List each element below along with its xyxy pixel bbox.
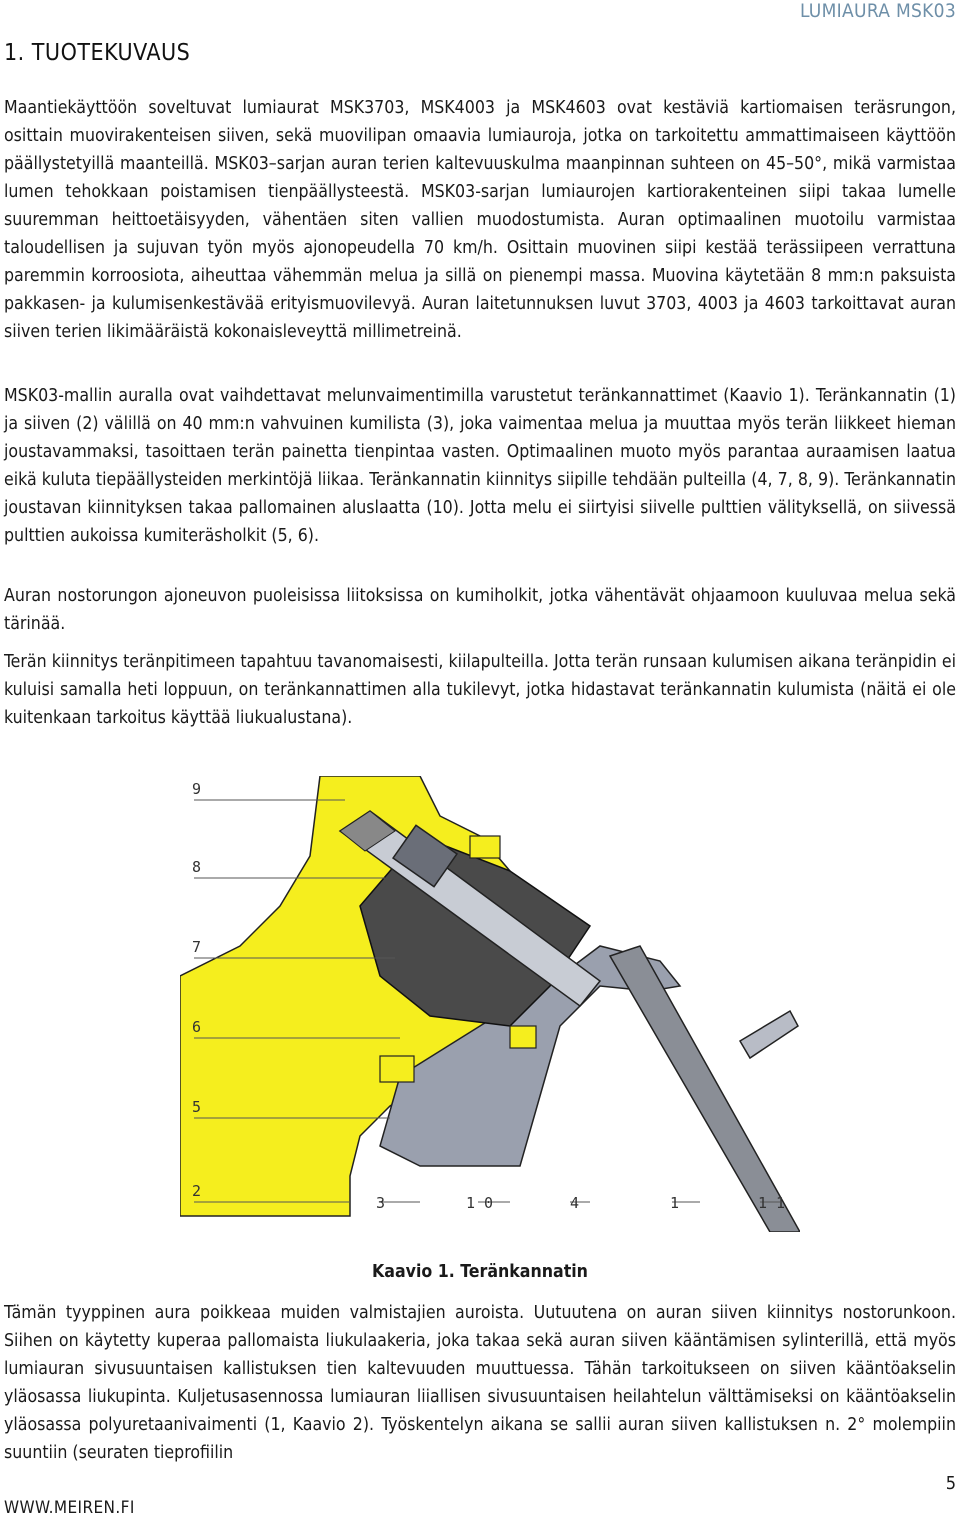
- callout-10: 1 0: [466, 1194, 494, 1212]
- page-number: 5: [945, 1473, 956, 1494]
- paragraph-intro: Maantiekäyttöön soveltuvat lumiaurat MSK3703, MSK4003 ja MSK4603 ovat kestäviä kartiomaisen teräsrungon, osittain muovirakenteisen siiven, sekä muovilipan omaavia lumiauroja, jotka on tarkoitettu ammattimaiseen käyttöön päällystetyillä maanteillä. MSK03–sarjan auran terien kaltevuuskulma maanpinnan suhteen on 45–50°, mikä varmistaa lumen tehokkaan poistamisen tienpäällysteestä. MSK03-sarjan lumiaurojen kartiorakenteinen siipi takaa lumelle suuremman heittoetäisyyden, vähentäen siten vallien muodostumista. Auran optimaalinen muotoilu varmistaa taloudellisen ja sujuvan työn myös ajonopeudella 70 km/h. Osittain muovinen siipi kestää terässiipeen verrattuna paremmin korroosiota, aiheuttaa vähemmän melua ja sillä on pienempi massa. Muovina käytetään 8 mm:n paksuista pakkasen- ja kulumisenkestävää erityismuovilevyä. Auran laitetunnuksen luvut 3703, 4003 ja 4603 tarkoittavat auran siiven terien likimääräistä kokonaisleveyttä millimetreinä.: [4, 98, 956, 342]
- callout-8: 8: [192, 858, 202, 876]
- callout-11: 1 1: [758, 1194, 786, 1212]
- callout-6: 6: [192, 1018, 202, 1036]
- callout-4: 4: [570, 1194, 580, 1212]
- wedge-bolt: [740, 1011, 798, 1058]
- document-header-label: LUMIAURA MSK03: [799, 0, 956, 22]
- callout-1: 1: [670, 1194, 680, 1212]
- callout-2: 2: [192, 1182, 202, 1200]
- washer-top: [470, 836, 500, 858]
- paragraph-blade-mounting: Terän kiinnitys teränpitimeen tapahtuu tavanomaisesti, kiilapulteilla. Jotta terän runsaan kulumisen aikana teränpidin ei kuluisi samalla heti loppuun, on teränkannattimen alla tukilevyt, jotka hidastavat teränkannatin kulumista (näitä ei ole kuitenkaan tarkoitus käyttää liukualustana).: [4, 652, 956, 728]
- callout-5: 5: [192, 1098, 202, 1116]
- paragraph-bearing: Tämän tyyppinen aura poikkeaa muiden valmistajien auroista. Uutuutena on auran siiven kiinnitys nostorunkoon. Siihen on käytetty kuperaa pallomaista liukulaakeria, joka takaa sekä auran siiven kääntämisen sylinterillä, että myös lumiauran sivusuuntaisen kallistuksen tien kaltevuuden muuttuessa. Tähän tarkoitukseen on siiven kääntöakselin yläosassa liukupinta. Kuljetusasennossa lumiauran liiallisen sivusuuntaisen heilahtelun välttämiseksi on kääntöakselin yläosassa polyuretaanivaimenti (1, Kaavio 2). Työskentelyn aikana se sallii auran siiven kallistuksen n. 2° molempiin suuntiin (seuraten tieprofiilin: [4, 1303, 956, 1463]
- blade-holder-drawing: [180, 776, 800, 1232]
- callout-3: 3: [376, 1194, 386, 1212]
- figure-caption: Kaavio 1. Teränkannatin: [372, 1262, 588, 1282]
- section-title: 1. TUOTEKUVAUS: [4, 40, 191, 66]
- washer-bottom: [510, 1026, 536, 1048]
- blade: [610, 946, 800, 1232]
- paragraph-blade-holder: MSK03-mallin auralla ovat vaihdettavat melunvaimentimilla varustetut teränkannattimet (Kaavio 1). Teränkannatin (1) ja siiven (2) välillä on 40 mm:n vahvuinen kumilista (3), joka vaimentaa melua ja muuttaa myös terän liikkeet hieman joustavammaksi, tasoittaen terän painetta tienpintaa vasten. Optimaalinen muoto myös parantaa auraamisen laatua eikä kuluta tiepäällysteiden merkintöjä liikaa. Teränkannatin kiinnitys siipille tehdään pulteilla (4, 7, 8, 9). Teränkannatin joustavan kiinnityksen takaa pallomainen aluslaatta (10). Jotta melu ei siirtyisi siivelle pulttien välityksellä, on siivessä pulttien aukoissa kumiteräsholkit (5, 6).: [4, 386, 956, 546]
- blade-holder-diagram: [180, 776, 800, 1232]
- callout-7: 7: [192, 938, 202, 956]
- paragraph-rubber-bushings: Auran nostorungon ajoneuvon puoleisissa liitoksissa on kumiholkit, jotka vähentävät ohjaamoon kuuluvaa melua sekä tärinää.: [4, 586, 956, 634]
- washer-left: [380, 1056, 414, 1082]
- footer-url-link[interactable]: WWW.MEIREN.FI: [4, 1498, 135, 1518]
- callout-9: 9: [192, 780, 202, 798]
